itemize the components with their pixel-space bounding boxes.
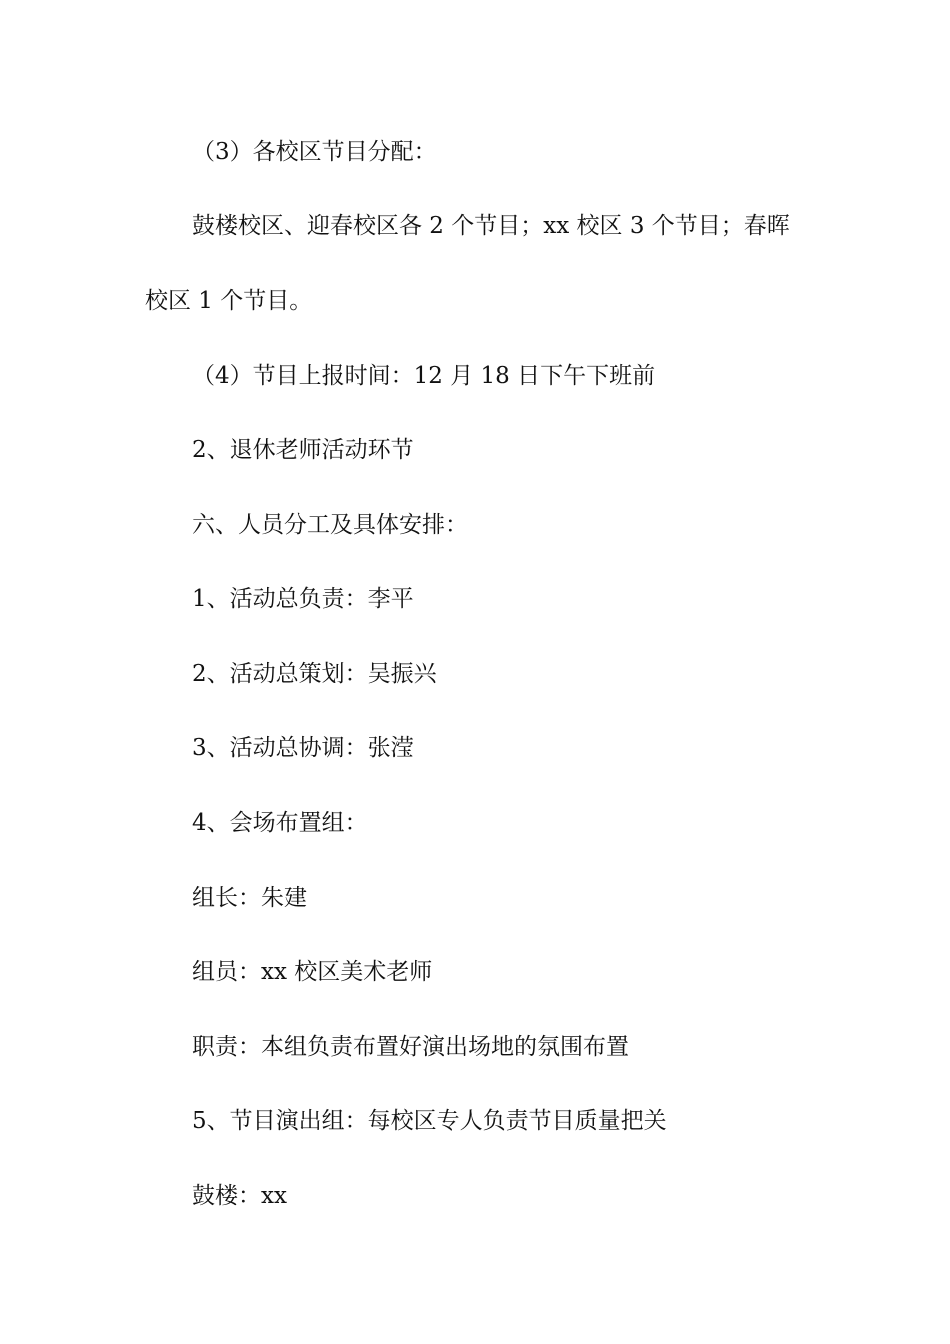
paragraph-performance-group: 5、节目演出组：每校区专人负责节目质量把关 (192, 1108, 667, 1134)
paragraph-general-lead: 1、活动总负责：李平 (192, 586, 414, 612)
paragraph-retired-teachers-segment: 2、退休老师活动环节 (192, 437, 414, 463)
paragraph-group-members: 组员：xx 校区美术老师 (192, 959, 433, 985)
section-heading-staff-assignment: 六、人员分工及具体安排： (192, 512, 468, 538)
paragraph-program-allocation-line-2: 校区 1 个节目。 (145, 288, 313, 314)
paragraph-program-allocation-line-1: 鼓楼校区、迎春校区各 2 个节目；xx 校区 3 个节目；春晖 (192, 213, 790, 239)
paragraph-general-planner: 2、活动总策划：吴振兴 (192, 661, 437, 687)
paragraph-gulou-contact: 鼓楼：xx (192, 1183, 287, 1209)
paragraph-group-duties: 职责：本组负责布置好演出场地的氛围布置 (192, 1034, 629, 1060)
paragraph-venue-setup-group: 4、会场布置组： (192, 810, 368, 836)
paragraph-general-coordinator: 3、活动总协调：张滢 (192, 735, 414, 761)
paragraph-group-leader: 组长：朱建 (192, 885, 307, 911)
paragraph-program-allocation-heading: （3）各校区节目分配： (192, 139, 437, 165)
paragraph-submission-deadline: （4）节目上报时间：12 月 18 日下午下班前 (192, 363, 656, 389)
